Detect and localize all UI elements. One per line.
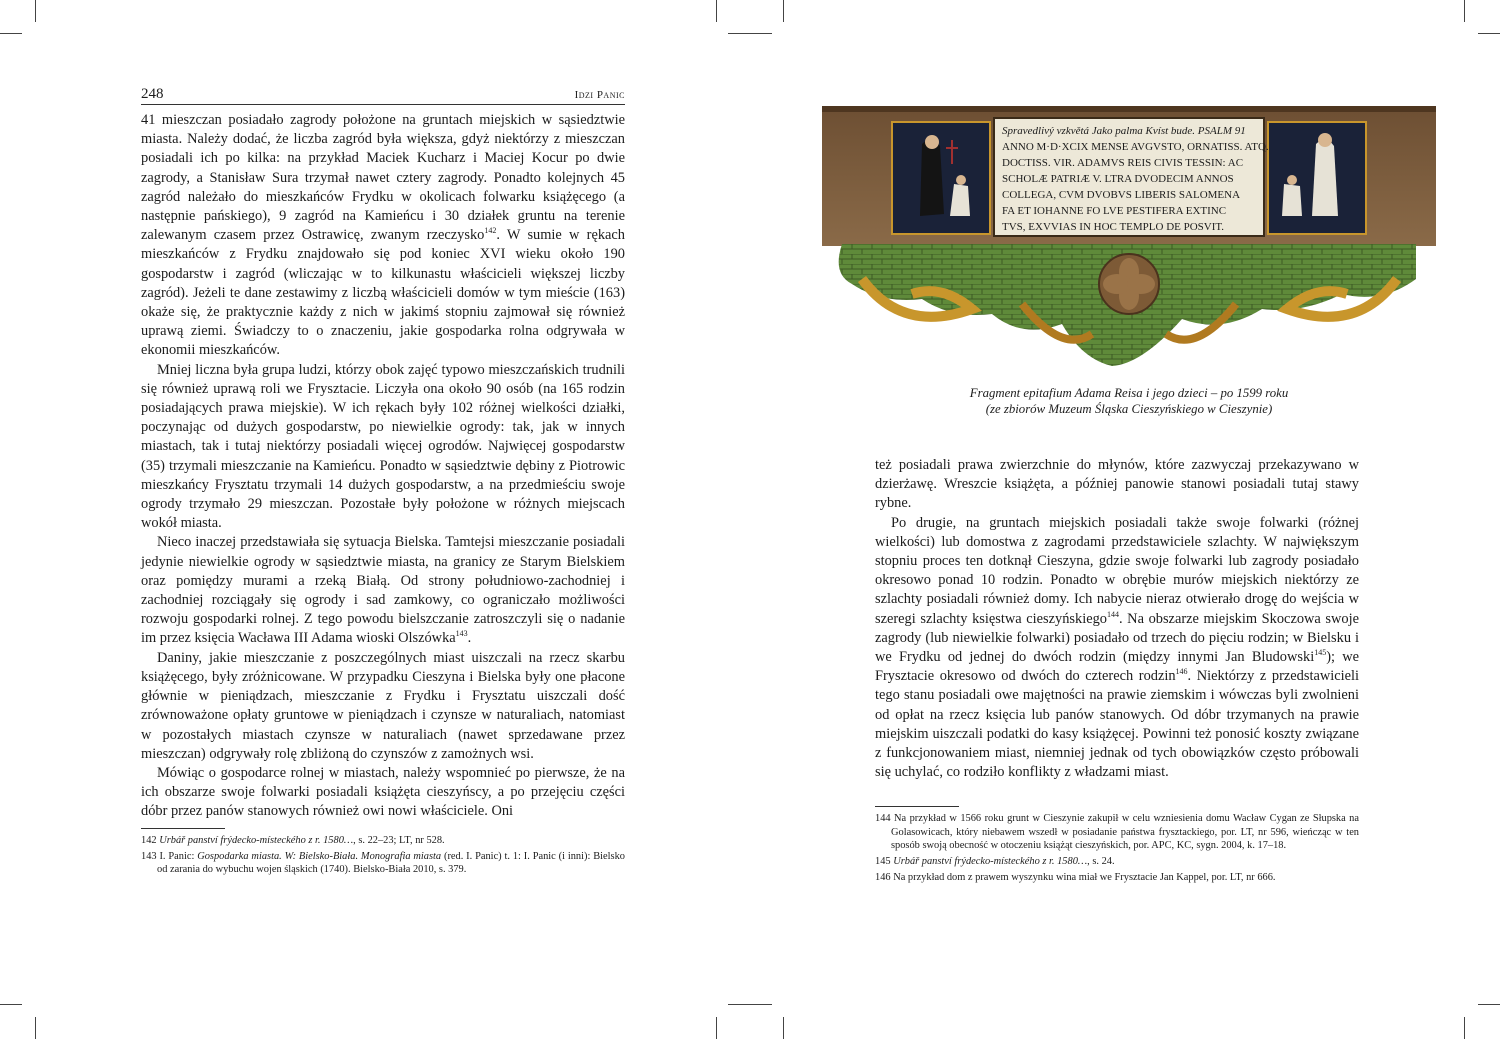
- left-footnotes: [141, 834, 625, 877]
- footnote: 146 Na przykład dom z prawem wyszynku wina miał we Frysztacie Jan Kappel, por. LT, nr 666.: [875, 872, 1276, 884]
- right-page: [875, 456, 1359, 887]
- page-header: [141, 86, 625, 105]
- footnote-ref[interactable]: 143: [455, 629, 468, 639]
- crop-mark: [35, 0, 36, 22]
- crop-mark: [0, 1004, 22, 1005]
- footnote-ref[interactable]: 145: [1314, 648, 1327, 658]
- footnote-ref[interactable]: 144: [1106, 609, 1119, 619]
- left-body-text: [141, 111, 625, 822]
- footnote-ref[interactable]: 146: [1175, 667, 1188, 677]
- inscription-line: COLLEGA, CVM DVOBVS LIBERIS SALOMENA: [1002, 189, 1241, 201]
- paragraph: Daniny, jakie mieszczanie z poszczególnych miast uiszczali na rzecz skarbu książęcego, były zróżnicowane. W przypadku Cieszyna i Bielska były one płacone głównie w pieniądzach, mieszczanie z Frydku i Frysztatu uiszczali dość zrównoważone opłaty gruntowe w pieniądzach i czynsze w naturaliach, natomiast w pozostałych miastach czynsze w naturaliach (nawet sprzedawane przez mieszczan) odgrywały rolę zbliżoną do czynszów z zamożnych wsi.: [141, 649, 625, 762]
- crop-mark: [728, 33, 772, 34]
- crop-mark: [1464, 0, 1465, 22]
- footnote: 144 Na przykład w 1566 roku grunt w Cieszynie zakupił w celu wzniesienia domu Wacław Cygan ze Słupska na Golasowicach, który niebawem wszedł w posiadanie państwa frysztackiego, por. LT, nr 596, wieńcząc w ten sposób swoją obecność w otoczeniu książąt cieszyńskich, por. APC, KC, sygn. 2004, k. 17–18.: [875, 813, 1359, 851]
- inscription-line: DOCTISS. VIR. ADAMVS REIS CIVIS TESSIN: AC: [1002, 157, 1244, 169]
- paragraph: Po drugie, na gruntach miejskich posiadali także swoje folwarki (różnej wielkości) lub domostwa z zagrodami przedstawiciele szlachty. W największym stopniu proces ten dotknął Cieszyna, gdzie swoje folwarki lub zagrody posiadało okresowo ponad 10 rodzin. Ponadto w obrębie murów miejskich niektórzy ze szlachty posiadali również domy. Ich nabycie nieraz otwierało drogę do wejścia w szeregi szlachty księstwa cieszyńskiego$^{144}$. Na obszarze miejskim Skoczowa swoje zagrody (lub niewielkie folwarki) posiadało od trzech do pięciu rodzin; w Bielsku i we Frydku od jednej do dwóch rodzin (między innymi Jan Bludowski$^{145}$); we Frysztacie okresowo od dwóch do czterech rodzin$^{146}$. Niektórzy z przedstawicieli tego stanu posiadali owe majętności na prawie ziemskim i wówczas byli zwolnieni od opłat na rzecz księcia lub panów stanowych. Od dóbr trzymanych na prawie miejskim uiszczali podatki do kasy książęcej. Powinni też ponosić koszty związane z funkcjonowaniem miast, niemniej jednak od tych obowiązków często próbowali się uchylać, co rodziło konflikty z władzami miast.: [875, 514, 1360, 781]
- crop-mark: [1478, 1004, 1500, 1005]
- inscription-line: ANNO M·D·XCIX MENSE AVGVSTO, ORNATISS. ATQ.: [1002, 141, 1269, 153]
- crop-mark: [0, 33, 22, 34]
- paragraph: Mówiąc o gospodarce rolnej w miastach, należy wspomnieć po pierwsze, że na ich obszarze swoje folwarki posiadali książęta cieszyńscy, a po przejęciu części dóbr przez panów stanowych również owi nowi właściciele. Oni: [141, 764, 625, 820]
- inscription-line: TVS, EXVVIAS IN HOC TEMPLO DE POSVIT.: [1002, 221, 1225, 233]
- figure-caption: [822, 385, 1436, 417]
- footnote-rule: [875, 806, 959, 807]
- crop-mark: [783, 0, 784, 22]
- crop-mark: [1478, 33, 1500, 34]
- crop-mark: [728, 1004, 772, 1005]
- paragraph: Nieco inaczej przedstawiała się sytuacja Bielska. Tamtejsi mieszczanie posiadali jedynie niewielkie ogrody w sąsiedztwie miasta, na granicy ze Starym Bielskiem oraz pomiędzy murami a rzeką Białą. Od strony południowo-zachodniej i zachodniej rozciągały się ogrody i sad zamkowy, co ograniczało możliwości rozwoju gospodarki rolnej. Z tego powodu bielszczanie zatroszczyli się o nadanie im przez księcia Wacława III Adama wioski Olszówka$^{143}$.: [141, 534, 625, 647]
- left-page: [141, 86, 625, 879]
- paragraph: 41 mieszczan posiadało zagrody położone na gruntach miejskich w sąsiedztwie miasta. Należy dodać, że liczba zagród była większa, gdyż niektórzy z mieszczan posiadali ich po kilka: na przykład Maciek Kucharz i Maciej Kocur po dwie zagrody, a Stanisław Sura trzymał nawet cztery zagrody. Ponadto kolejnych 45 zagród należało do mieszkańców Frydku w okolicach folwarku książęcego (a następnie pańskiego), 9 zagród na Kamieńcu i 30 działek gruntu na terenie zalewanym czasem przez Ostrawicę, zwanym rzeczysko$^{142}$. W sumie w rękach mieszkańców z Frydku znajdowało się pod koniec XVI wieku około 190 gospodarstw i zagród (wliczając w to kilkunastu właścicieli większej liczby zagród). Jeżeli te dane zestawimy z liczbą właścicieli domów w tym mieście (163) okaże się, że praktycznie każdy z nich w jakimś stopniu zajmował się również uprawą ziemi. Świadczy to o znaczeniu, jakie gospodarka rolna odgrywała w ekonomii mieszkańców.: [141, 112, 625, 359]
- epitaph-image: [822, 104, 1436, 378]
- inscription-line: FA ET IOHANNE FO LVE PESTIFERA EXTINC: [1002, 205, 1227, 217]
- footnote: 145 Urbář panství frýdecko-místeckého z r. 1580…, s. 24.: [875, 856, 1115, 868]
- paragraph: Mniej liczna była grupa ludzi, którzy obok zajęć typowo mieszczańskich trudnili się również uprawą roli we Frysztacie. Liczyła ona około 90 osób (na 165 rodzin posiadających prawa miejskie). W ich rękach były 102 różnej wielkości działki, poczynając od dużych gospodarstw, po niewielkie ogrody: tak, jak w innych miastach, tak i tutaj niektórzy posiadali więcej ogrodów. Najwięcej gospodarstw (35) trzymali mieszczanie na Kamieńcu. Ponadto w sąsiedztwie dębiny z Piotrowic mieszkańcy Frysztatu trzymali 14 dużych gospodarstw, a na przedmieściu swoje ogrody trzymało 29 mieszczan. Pozostałe były położone w różnych miejscach wokół miasta.: [141, 361, 625, 532]
- footnote-ref[interactable]: 142: [484, 226, 497, 236]
- running-head: Idzi Panic: [574, 89, 625, 101]
- inscription-line: SCHOLÆ PATRIÆ V. LTRA DVODECIM ANNOS: [1002, 173, 1234, 185]
- footnote: 143 I. Panic: Gospodarka miasta. W: Bielsko-Biała. Monografia miasta (red. I. Panic) t. 1: I. Panic (i inni): Bielsko od zarania do wybuchu wojen śląskich (1740). Bielsko-Biała 2010, s. 379.: [141, 850, 625, 875]
- crop-mark: [716, 1017, 717, 1039]
- inscription-line: Spravedlivý vzkvětá Jako palma Kvíst bude. PSALM 91: [1002, 125, 1246, 137]
- crop-mark: [783, 1017, 784, 1039]
- crop-mark: [35, 1017, 36, 1039]
- epitaph-illustration: [822, 104, 1436, 378]
- caption-line: Fragment epitafium Adama Reisa i jego dzieci – po 1599 roku: [969, 386, 1289, 400]
- caption-line: (ze zbiorów Muzeum Śląska Cieszyńskiego w Cieszynie): [985, 402, 1273, 416]
- right-footnotes: [875, 812, 1359, 884]
- crop-mark: [1464, 1017, 1465, 1039]
- right-body-text: [875, 456, 1359, 782]
- footnote: 142 Urbář panství frýdecko-místeckého z r. 1580…, s. 22–23; LT, nr 528.: [141, 834, 445, 846]
- crop-mark: [716, 0, 717, 22]
- paragraph: też posiadali prawa zwierzchnie do młynów, które zazwyczaj przekazywano w dzierżawę. Wreszcie książęta, a później panowie stanowi posiadali tutaj stawy rybne.: [875, 457, 1359, 512]
- page-number: 248: [141, 86, 164, 102]
- footnote-rule: [141, 828, 225, 829]
